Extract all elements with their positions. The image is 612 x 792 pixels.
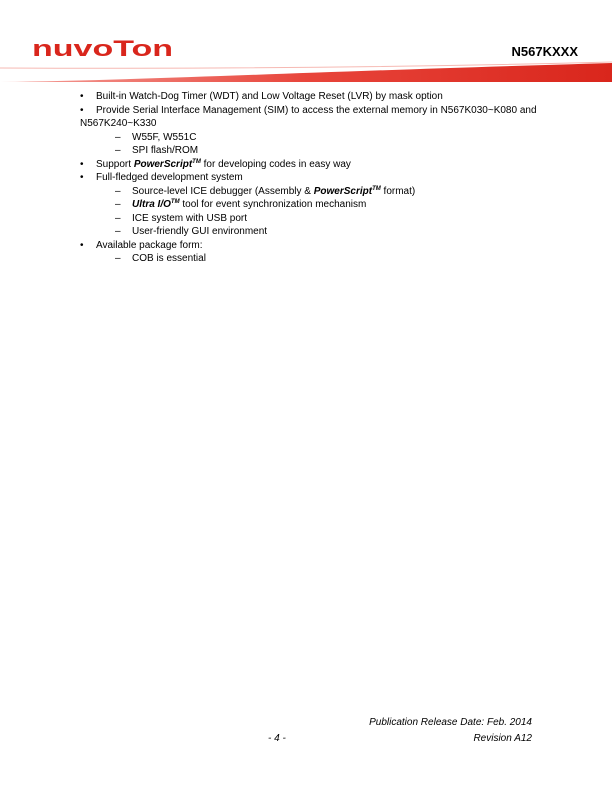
ultra-io-brand: Ultra I/O (132, 199, 171, 210)
sub-text: W55F, W551C (132, 131, 197, 143)
dash-icon: – (115, 131, 121, 143)
sub-list-item (80, 252, 540, 266)
nuvoton-logo (32, 38, 174, 60)
trademark: TM (170, 199, 180, 205)
bullet-icon: • (80, 158, 84, 170)
dash-icon: – (115, 199, 121, 210)
sub-text: ICE system with USB port (132, 212, 248, 224)
sub-text: COB is essential (132, 253, 206, 264)
list-item (80, 90, 540, 104)
revision: Revision A12 (473, 733, 532, 744)
header-banner (0, 60, 612, 86)
bullet-icon: • (80, 239, 84, 251)
feature-text: Available package form: (96, 239, 203, 251)
feature-text: Provide Serial Interface Management (SIM) to access the external memory in N567K030~K080 and N567K240~K330 (80, 104, 537, 129)
sub-list-item (80, 198, 540, 212)
publication-date: Publication Release Date: Feb. 2014 (369, 717, 532, 728)
sub-text-post: format) (380, 185, 416, 197)
trademark: TM (192, 158, 201, 165)
bullet-icon: • (80, 91, 84, 102)
sub-text-pre: Source-level ICE debugger (Assembly & (132, 185, 314, 197)
trademark: TM (372, 185, 381, 192)
sub-list-item (80, 131, 540, 145)
powerscript-brand: PowerScript (313, 185, 373, 197)
feature-text-pre: Support (96, 158, 134, 170)
sub-text: SPI flash/ROM (132, 145, 199, 156)
feature-text: Full-fledged development system (96, 172, 243, 183)
sub-list-item (80, 144, 540, 158)
list-item (80, 171, 540, 185)
powerscript-brand: PowerScript (133, 158, 193, 170)
list-item (80, 158, 540, 172)
bullet-icon: • (80, 104, 84, 116)
dash-icon: – (115, 212, 121, 224)
nuvoton-logo-text: nuvoTon (32, 38, 173, 60)
dash-icon: – (115, 145, 121, 156)
feature-text-post: for developing codes in easy way (200, 158, 351, 170)
list-item (80, 104, 540, 131)
sub-list-item (80, 212, 540, 226)
sub-text: User-friendly GUI environment (132, 226, 268, 237)
dash-icon: – (115, 226, 121, 237)
sub-list-item (80, 225, 540, 239)
page-number: - 4 - (268, 733, 286, 744)
sub-list-item (80, 185, 540, 199)
dash-icon: – (115, 185, 121, 197)
bullet-icon: • (80, 172, 84, 183)
feature-list (80, 90, 540, 266)
sub-text-post: tool for event synchronization mechanism (179, 199, 367, 210)
feature-text: Built-in Watch-Dog Timer (WDT) and Low Voltage Reset (LVR) by mask option (96, 91, 443, 102)
part-number: N567KXXX (511, 44, 578, 59)
list-item (80, 239, 540, 253)
dash-icon: – (115, 253, 121, 264)
